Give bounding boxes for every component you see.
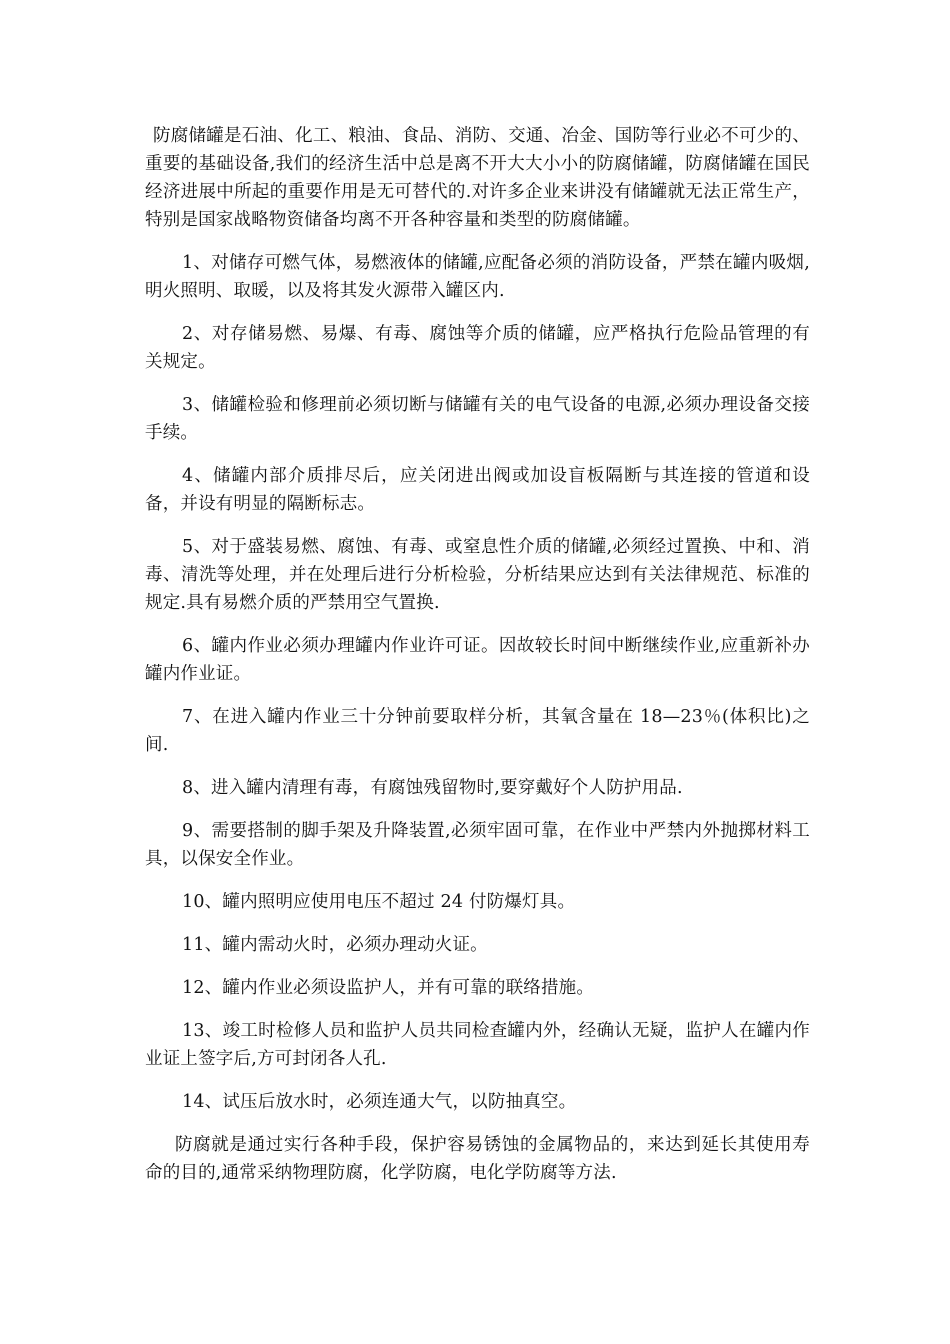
rule-item-7: 7、在进入罐内作业三十分钟前要取样分析，其氧含量在 18—23％(体积比)之间. — [145, 707, 810, 755]
rule-item-12: 12、罐内作业必须设监护人，并有可靠的联络措施。 — [182, 978, 595, 998]
rule-item-11: 11、罐内需动火时，必须办理动火证。 — [182, 935, 488, 955]
rule-item-8: 8、进入罐内清理有毒，有腐蚀残留物时,要穿戴好个人防护用品. — [182, 778, 683, 798]
document-page — [145, 122, 810, 1202]
rule-item-4: 4、储罐内部介质排尽后，应关闭进出阀或加设盲板隔断与其连接的管道和设备，并设有明显的隔断标志。 — [145, 466, 810, 514]
rule-item-10: 10、罐内照明应使用电压不超过 24 付防爆灯具。 — [182, 892, 576, 912]
rule-item-13: 13、竣工时检修人员和监护人员共同检查罐内外，经确认无疑，监护人在罐内作业证上签字后,方可封闭各人孔. — [145, 1021, 810, 1069]
rule-item-1: 1、对储存可燃气体，易燃液体的储罐,应配备必须的消防设备，严禁在罐内吸烟,明火照明、取暖，以及将其发火源带入罐区内. — [145, 253, 810, 301]
rule-item-5: 5、对于盛装易燃、腐蚀、有毒、或窒息性介质的储罐,必须经过置换、中和、消毒、清洗等处理，并在处理后进行分析检验，分析结果应达到有关法律规范、标准的规定.具有易燃介质的严禁用空气置换. — [145, 537, 810, 613]
rule-item-14: 14、试压后放水时，必须连通大气，以防抽真空。 — [182, 1092, 577, 1112]
rule-item-6: 6、罐内作业必须办理罐内作业许可证。因故较长时间中断继续作业,应重新补办罐内作业证。 — [145, 636, 810, 684]
rule-item-9: 9、需要搭制的脚手架及升降装置,必须牢固可靠，在作业中严禁内外抛掷材料工具，以保安全作业。 — [145, 821, 810, 869]
closing-paragraph: 防腐就是通过实行各种手段，保护容易锈蚀的金属物品的，来达到延长其使用寿命的目的,通常采纳物理防腐，化学防腐，电化学防腐等方法. — [145, 1135, 810, 1183]
rule-item-3: 3、储罐检验和修理前必须切断与储罐有关的电气设备的电源,必须办理设备交接手续。 — [145, 395, 810, 443]
rule-item-2: 2、对存储易燃、易爆、有毒、腐蚀等介质的储罐，应严格执行危险品管理的有关规定。 — [145, 324, 810, 372]
intro-paragraph: 防腐储罐是石油、化工、粮油、食品、消防、交通、冶金、国防等行业必不可少的、重要的基础设备,我们的经济生活中总是离不开大大小小的防腐储罐，防腐储罐在国民经济进展中所起的重要作用是无可替代的.对许多企业来讲没有储罐就无法正常生产，特别是国家战略物资储备均离不开各种容量和类型的防腐储罐。 — [145, 126, 810, 230]
